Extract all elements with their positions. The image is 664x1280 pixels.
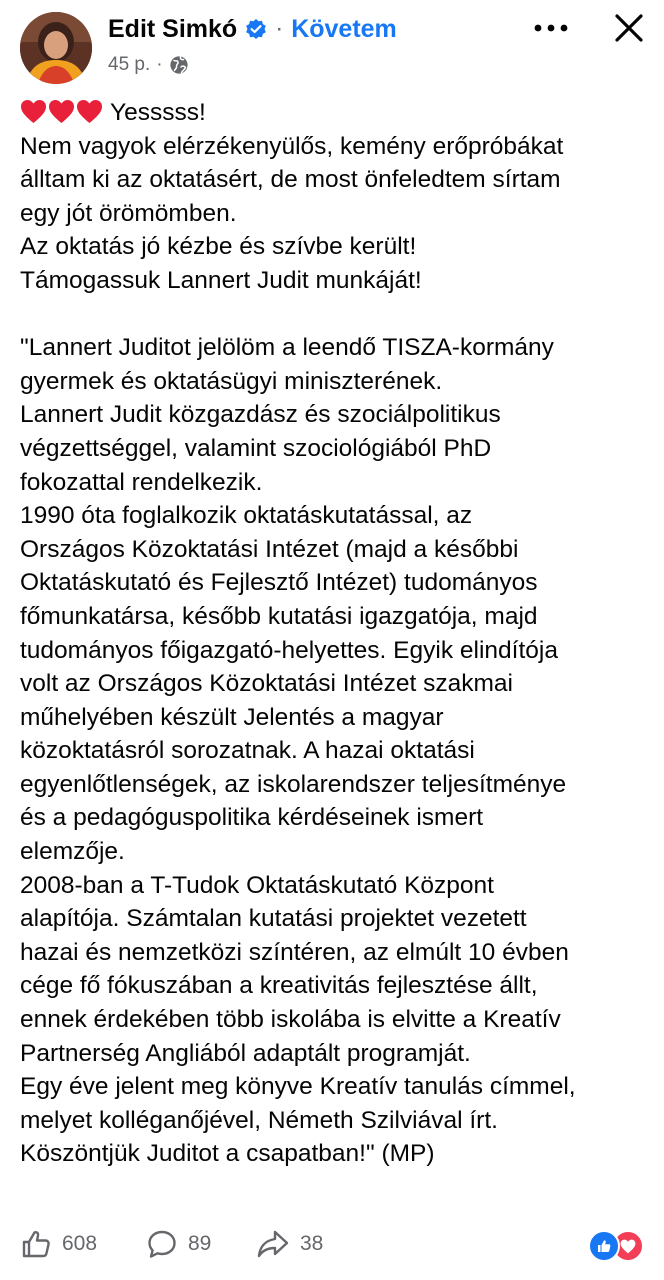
share-button[interactable] (256, 1222, 323, 1266)
post-text-line: Köszöntjük Juditot a csapatban!" (MP) (20, 1140, 435, 1168)
like-button[interactable] (20, 1222, 97, 1266)
post-text-line: műhelyében készült Jelentés a magyar (20, 703, 444, 731)
comment-count: 89 (188, 1232, 212, 1255)
globe-icon (169, 55, 189, 75)
post-header (0, 0, 664, 92)
post-text-line: Országos Közoktatási Intézet (majd a későbbi (20, 535, 519, 563)
thumbs-up-icon (20, 1228, 52, 1260)
header-separator: · (275, 15, 284, 42)
red-heart-emoji (76, 99, 103, 124)
post-text-line: Egy éve jelent meg könyve Kreatív tanulás címmel, (20, 1073, 576, 1101)
post-text-line: tudományos főigazgató-helyettes. Egyik elindítója (20, 636, 558, 664)
post-blank-line (20, 298, 650, 332)
post-text (20, 96, 650, 1171)
comment-bubble-icon (146, 1228, 178, 1260)
more-horizontal-icon (533, 23, 569, 33)
post-text-line: egy jót örömömben. (20, 199, 237, 227)
post-text-line: alapítója. Számtalan kutatási projektet vezetett (20, 905, 527, 933)
post-text-line: elemzője. (20, 838, 125, 866)
post-text-line: végzettséggel, valamint szociológiából PhD (20, 434, 492, 462)
post-opening-text: Yesssss! (110, 99, 206, 126)
author-name[interactable]: Edit Simkó (108, 14, 238, 43)
post-text-line: volt az Országos Közoktatási Intézet szakmai (20, 670, 513, 698)
like-count: 608 (62, 1232, 98, 1255)
post-text-line: és a pedagóguspolitika kérdéseinek ismert (20, 804, 484, 832)
post-text-line: cége fő fókuszában a kreativitás fejlesztése állt, (20, 972, 538, 1000)
share-arrow-icon (256, 1228, 290, 1260)
follow-button[interactable]: Követem (291, 14, 397, 43)
post-text-line: Az oktatás jó kézbe és szívbe került! (20, 233, 417, 261)
comment-button[interactable] (146, 1222, 211, 1266)
like-reaction-icon (588, 1230, 620, 1262)
red-heart-emoji (20, 99, 47, 124)
post-text-line: melyet kolléganőjével, Németh Szilviával írt. (20, 1106, 498, 1134)
post-text-line: Nem vagyok elérzékenyülős, kemény erőpróbákat (20, 132, 564, 160)
post-meta (108, 50, 189, 80)
post-text-line: egyenlőtlenségek, az iskolarendszer teljesítménye (20, 770, 567, 798)
post-text-line: 2008-ban a T-Tudok Oktatáskutató Központ (20, 871, 494, 899)
post-text-line: Támogassuk Lannert Judit munkáját! (20, 266, 422, 294)
post-text-line: Oktatáskutató és Fejlesztő Intézet) tudományos (20, 569, 538, 597)
post-footer (0, 1222, 664, 1266)
meta-separator: · (156, 54, 163, 75)
post-text-line: álltam ki az oktatásért, de most önfeledtem sírtam (20, 166, 561, 194)
close-button[interactable] (606, 8, 652, 48)
author-line (108, 12, 397, 46)
post-text-line: fokozattal rendelkezik. (20, 468, 263, 496)
red-heart-emoji (48, 99, 75, 124)
verified-badge-icon (245, 18, 267, 40)
post-text-line: közoktatásról sorozatnak. A hazai oktatási (20, 737, 475, 765)
post-text-line: gyermek és oktatásügyi miniszterének. (20, 367, 443, 395)
close-icon (614, 13, 644, 43)
author-avatar[interactable] (20, 12, 92, 84)
share-count: 38 (300, 1232, 324, 1255)
post-text-line: "Lannert Juditot jelölöm a leendő TISZA-kormány (20, 334, 554, 362)
post-text-line: Lannert Judit közgazdász és szociálpolitikus (20, 401, 501, 429)
hearts-emoji-group (20, 99, 104, 124)
post-text-line: 1990 óta foglalkozik oktatáskutatással, az (20, 502, 473, 530)
post-text-line: főmunkatársa, később kutatási igazgatója, majd (20, 602, 538, 630)
post-first-line (20, 96, 650, 130)
post-timestamp[interactable]: 45 p. (108, 54, 151, 75)
post-text-line: ennek érdekében több iskolába is elvitte a Kreatív (20, 1006, 561, 1034)
more-options-button[interactable] (520, 10, 582, 46)
post-text-line: Partnerség Angliából adaptált programját. (20, 1039, 471, 1067)
post-text-line: hazai és nemzetközi színtéren, az elmúlt 10 évben (20, 938, 569, 966)
reaction-summary[interactable] (588, 1226, 648, 1262)
